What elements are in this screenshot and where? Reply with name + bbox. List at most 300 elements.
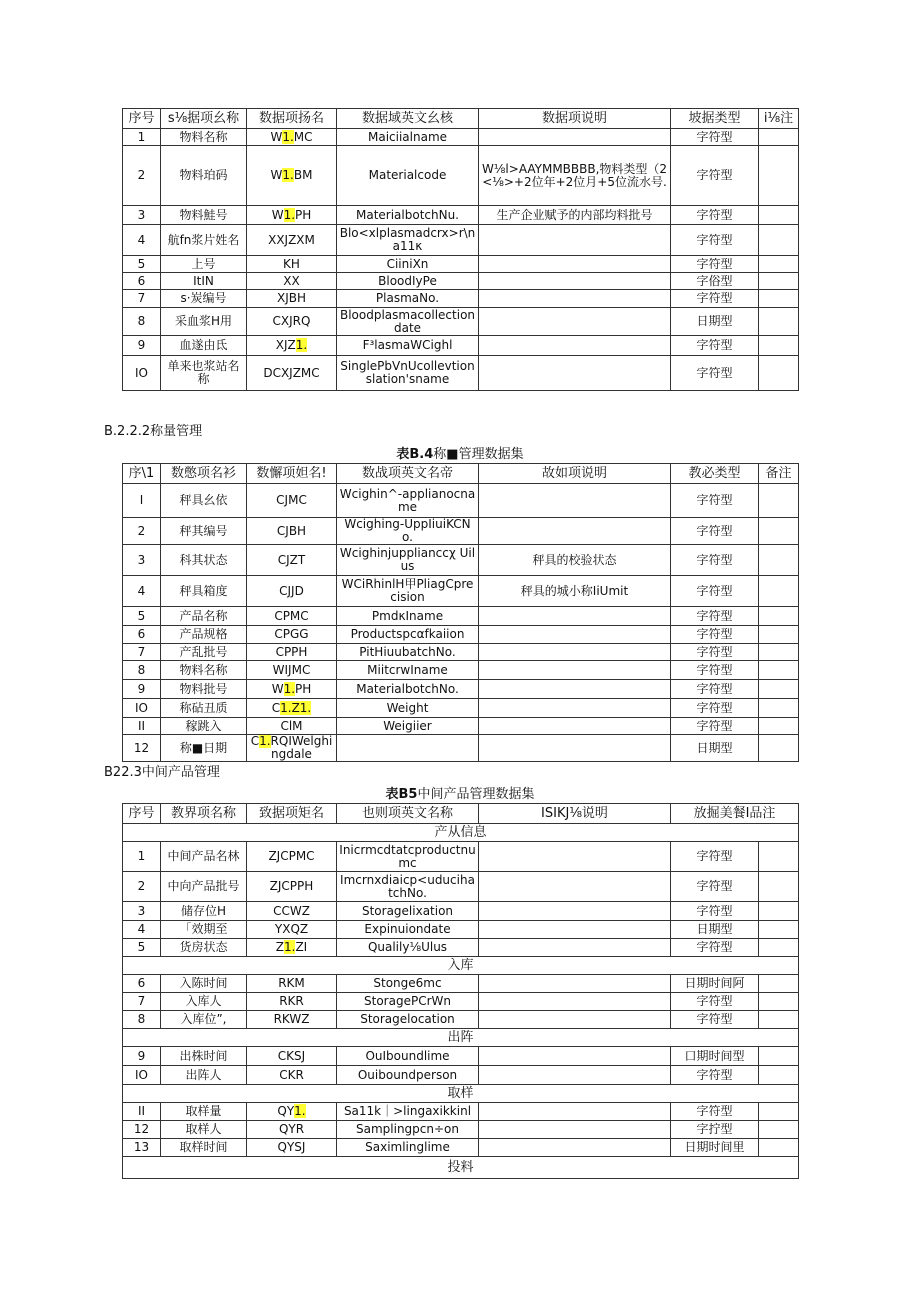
field-code-cell bbox=[247, 607, 337, 626]
field-description bbox=[479, 626, 671, 644]
field-english-name: Materialcode bbox=[337, 146, 479, 206]
remark bbox=[759, 735, 799, 762]
table-row bbox=[123, 680, 799, 699]
remark bbox=[759, 576, 799, 607]
table-row bbox=[123, 644, 799, 661]
remark bbox=[759, 518, 799, 545]
field-description bbox=[479, 518, 671, 545]
field-code-highlight: 1. bbox=[282, 168, 294, 182]
table-row bbox=[123, 129, 799, 146]
field-code-highlight: 1. bbox=[283, 207, 296, 222]
field-code-highlight: 1. bbox=[295, 338, 308, 352]
field-description bbox=[479, 129, 671, 146]
field-english-name: PmdκIname bbox=[337, 607, 479, 626]
data-type: 字符型 bbox=[671, 336, 759, 356]
field-english-name: SinglePbVnUcollevtionslation'sname bbox=[337, 356, 479, 391]
field-code-text: QYR bbox=[278, 1122, 305, 1136]
field-english-name: PitHiuubatchNo. bbox=[337, 644, 479, 661]
field-code-text: RKR bbox=[279, 994, 304, 1008]
field-english-name: Weigiier bbox=[337, 718, 479, 735]
field-name: 物料名称 bbox=[161, 129, 247, 146]
field-code-text: WIJMC bbox=[272, 662, 311, 677]
remark bbox=[759, 939, 799, 957]
table-header-row bbox=[123, 804, 799, 824]
group-row bbox=[123, 1085, 799, 1103]
field-code-cell bbox=[247, 545, 337, 576]
table-row bbox=[123, 975, 799, 993]
row-number: 2 bbox=[123, 146, 161, 206]
field-code-cell bbox=[247, 993, 337, 1011]
remark bbox=[759, 975, 799, 993]
data-type: 字符型 bbox=[671, 518, 759, 545]
field-name: 单来也浆站名称 bbox=[161, 356, 247, 391]
field-code-text: XJBH bbox=[276, 291, 306, 305]
table-row bbox=[123, 576, 799, 607]
field-name: 取样量 bbox=[161, 1103, 247, 1121]
remark bbox=[759, 842, 799, 872]
data-type: 字符型 bbox=[671, 993, 759, 1011]
field-name: 「效期至 bbox=[161, 921, 247, 939]
field-code-text: QY bbox=[277, 1104, 295, 1118]
field-code-text: PH bbox=[295, 207, 312, 222]
field-description: W⅛l>AAYMMBBBB,物料类型（2<⅛>+2位年+2位月+5位流水号. bbox=[479, 146, 671, 206]
field-code-cell bbox=[247, 576, 337, 607]
remark bbox=[759, 1103, 799, 1121]
remark bbox=[759, 644, 799, 661]
field-code-text: CJJD bbox=[279, 583, 304, 598]
field-description bbox=[479, 921, 671, 939]
remark bbox=[759, 626, 799, 644]
field-english-name: Inicrmcdtatcproductnumc bbox=[337, 842, 479, 872]
column-header: 数懈项妲名! bbox=[247, 464, 337, 484]
table-row bbox=[123, 545, 799, 576]
field-code-text: W bbox=[270, 129, 283, 144]
field-code-cell bbox=[247, 626, 337, 644]
column-header: s⅛据项幺称 bbox=[161, 109, 247, 129]
table-row bbox=[123, 718, 799, 735]
table-row bbox=[123, 1103, 799, 1121]
remark bbox=[759, 1011, 799, 1029]
field-description bbox=[479, 1139, 671, 1157]
remark bbox=[759, 921, 799, 939]
remark bbox=[759, 308, 799, 336]
field-code-text: ZJCPPH bbox=[269, 879, 314, 893]
remark bbox=[759, 607, 799, 626]
field-code-text: PH bbox=[295, 681, 312, 696]
data-type: 日期型 bbox=[671, 308, 759, 336]
field-english-name: Storagelocation bbox=[337, 1011, 479, 1029]
remark bbox=[759, 290, 799, 308]
field-description bbox=[479, 356, 671, 391]
field-description bbox=[479, 290, 671, 308]
row-number: 13 bbox=[123, 1139, 161, 1157]
table-row bbox=[123, 206, 799, 225]
row-number: I bbox=[123, 484, 161, 518]
table-row bbox=[123, 993, 799, 1011]
field-code-cell bbox=[247, 1121, 337, 1139]
field-name: 物料名称 bbox=[161, 661, 247, 680]
field-code-cell bbox=[247, 273, 337, 290]
column-header: 备注 bbox=[759, 464, 799, 484]
field-code-text: C bbox=[250, 734, 260, 748]
table-row bbox=[123, 921, 799, 939]
row-number: 6 bbox=[123, 975, 161, 993]
data-type: 字符型 bbox=[671, 225, 759, 256]
field-code-cell bbox=[247, 308, 337, 336]
table-number: 表B5 bbox=[385, 787, 418, 802]
remark bbox=[759, 206, 799, 225]
field-description bbox=[479, 1103, 671, 1121]
section-heading-weighing: B.2.2.2称量管理 bbox=[104, 424, 203, 439]
field-code-cell bbox=[247, 1066, 337, 1085]
field-name: 秤其编号 bbox=[161, 518, 247, 545]
data-type: 字符型 bbox=[671, 576, 759, 607]
remark bbox=[759, 872, 799, 902]
field-english-name: MiitcrwIname bbox=[337, 661, 479, 680]
data-type: 字符型 bbox=[671, 680, 759, 699]
row-number: 7 bbox=[123, 644, 161, 661]
field-description bbox=[479, 1047, 671, 1066]
table-row bbox=[123, 273, 799, 290]
table-row bbox=[123, 225, 799, 256]
table-title: 中间产品管理数据集 bbox=[417, 787, 535, 802]
field-code-cell bbox=[247, 146, 337, 206]
table-row bbox=[123, 1011, 799, 1029]
column-header: 数战项英文名帝 bbox=[337, 464, 479, 484]
table-row bbox=[123, 484, 799, 518]
table-row bbox=[123, 1066, 799, 1085]
row-number: 7 bbox=[123, 290, 161, 308]
table-row bbox=[123, 872, 799, 902]
data-type: 字符型 bbox=[671, 902, 759, 921]
field-name: 秤具幺依 bbox=[161, 484, 247, 518]
field-code-text: DCXJZMC bbox=[263, 365, 320, 380]
field-code-cell bbox=[247, 129, 337, 146]
field-english-name: Productspcαfkaiion bbox=[337, 626, 479, 644]
field-code-text: W bbox=[270, 168, 283, 182]
column-header: 序号 bbox=[123, 804, 161, 824]
field-description bbox=[479, 308, 671, 336]
field-code-text: YXQZ bbox=[274, 922, 309, 936]
field-english-name: CiiniXn bbox=[337, 256, 479, 273]
field-english-name: Samplingpcn÷on bbox=[337, 1121, 479, 1139]
field-code-cell bbox=[247, 902, 337, 921]
field-name: 物料珀码 bbox=[161, 146, 247, 206]
field-name: 中间产品名林 bbox=[161, 842, 247, 872]
remark bbox=[759, 699, 799, 718]
field-code-text: MC bbox=[293, 129, 313, 144]
field-name: 产乱批号 bbox=[161, 644, 247, 661]
row-number: 8 bbox=[123, 308, 161, 336]
field-code-cell bbox=[247, 939, 337, 957]
data-type: 字符型 bbox=[671, 661, 759, 680]
field-code-cell bbox=[247, 661, 337, 680]
column-header: ISIKJ⅛说明 bbox=[479, 804, 671, 824]
data-table-3 bbox=[122, 803, 799, 1179]
field-code-text: CKSJ bbox=[277, 1048, 306, 1063]
field-code-cell bbox=[247, 735, 337, 762]
field-name: 物料批号 bbox=[161, 680, 247, 699]
field-code-text: KH bbox=[283, 256, 300, 271]
field-code-cell bbox=[247, 644, 337, 661]
data-type: 字符型 bbox=[671, 484, 759, 518]
data-table-2 bbox=[122, 463, 799, 762]
field-name: 入库位”, bbox=[161, 1011, 247, 1029]
data-type: 字符型 bbox=[671, 644, 759, 661]
field-english-name: Saximlinglime bbox=[337, 1139, 479, 1157]
data-type: 口期时间型 bbox=[671, 1047, 759, 1066]
field-name: 入陈时间 bbox=[161, 975, 247, 993]
field-english-name: MaterialbotchNo. bbox=[337, 680, 479, 699]
data-type: 字符型 bbox=[671, 290, 759, 308]
table-row bbox=[123, 842, 799, 872]
field-code-text: CKR bbox=[279, 1067, 304, 1082]
table-row bbox=[123, 518, 799, 545]
field-name: 称砧丑质 bbox=[161, 699, 247, 718]
row-number: 3 bbox=[123, 545, 161, 576]
data-type: 字符型 bbox=[671, 626, 759, 644]
field-code-cell bbox=[247, 518, 337, 545]
field-description bbox=[479, 718, 671, 735]
field-code-cell bbox=[247, 718, 337, 735]
field-description bbox=[479, 256, 671, 273]
field-code-text: RQIWelghingdale bbox=[270, 734, 333, 761]
field-code-text: CPMC bbox=[274, 608, 309, 623]
remark bbox=[759, 902, 799, 921]
field-description bbox=[479, 939, 671, 957]
field-code-highlight: 1. bbox=[294, 1104, 306, 1118]
field-code-text: CJZT bbox=[277, 552, 306, 567]
remark bbox=[759, 661, 799, 680]
group-row bbox=[123, 824, 799, 842]
field-description: 秤具的校验状态 bbox=[479, 545, 671, 576]
data-type: 字符型 bbox=[671, 356, 759, 391]
data-table-1 bbox=[122, 108, 799, 391]
field-name: 产品规格 bbox=[161, 626, 247, 644]
field-code-text: W bbox=[271, 207, 284, 222]
field-english-name: PlasmaNo. bbox=[337, 290, 479, 308]
field-name: 取样时间 bbox=[161, 1139, 247, 1157]
remark bbox=[759, 993, 799, 1011]
field-english-name: BloodIyPe bbox=[337, 273, 479, 290]
field-name: 入库人 bbox=[161, 993, 247, 1011]
field-name: 航fn浆片姓名 bbox=[161, 225, 247, 256]
field-name: 出株时间 bbox=[161, 1047, 247, 1066]
data-type: 字符型 bbox=[671, 1103, 759, 1121]
field-name: ItIN bbox=[161, 273, 247, 290]
data-type: 字符型 bbox=[671, 129, 759, 146]
field-code-cell bbox=[247, 842, 337, 872]
data-type: 字符型 bbox=[671, 1011, 759, 1029]
field-code-text: QYSJ bbox=[277, 1140, 306, 1154]
field-english-name: Maiciialname bbox=[337, 129, 479, 146]
data-type: 日期时间阿 bbox=[671, 975, 759, 993]
remark bbox=[759, 1121, 799, 1139]
table-row bbox=[123, 699, 799, 718]
field-code-text: Z bbox=[275, 940, 284, 954]
column-header: 数据项说明 bbox=[479, 109, 671, 129]
field-name: s·炭编号 bbox=[161, 290, 247, 308]
field-code-cell bbox=[247, 484, 337, 518]
row-number: 5 bbox=[123, 607, 161, 626]
data-type: 字符型 bbox=[671, 939, 759, 957]
field-name: 物料鮭号 bbox=[161, 206, 247, 225]
field-name: 上号 bbox=[161, 256, 247, 273]
field-code-highlight: 1. bbox=[282, 129, 294, 144]
field-description bbox=[479, 680, 671, 699]
column-header: 教必类型 bbox=[671, 464, 759, 484]
field-english-name: OuIboundlime bbox=[337, 1047, 479, 1066]
remark bbox=[759, 336, 799, 356]
field-description bbox=[479, 1121, 671, 1139]
data-type: 字拧型 bbox=[671, 1121, 759, 1139]
remark bbox=[759, 545, 799, 576]
column-header: 坡据类型 bbox=[671, 109, 759, 129]
group-title: 入库 bbox=[123, 957, 799, 975]
field-name: 出阵人 bbox=[161, 1066, 247, 1085]
data-type: 日期时间里 bbox=[671, 1139, 759, 1157]
field-code-text: CPGG bbox=[274, 627, 309, 641]
table-row bbox=[123, 735, 799, 762]
table-number: 表B.4 bbox=[396, 447, 434, 462]
data-type: 字符型 bbox=[671, 146, 759, 206]
data-type: 字符型 bbox=[671, 699, 759, 718]
row-number: 1 bbox=[123, 129, 161, 146]
field-code-cell bbox=[247, 699, 337, 718]
field-code-cell bbox=[247, 336, 337, 356]
group-title: 取样 bbox=[123, 1085, 799, 1103]
field-description bbox=[479, 1011, 671, 1029]
field-code-cell bbox=[247, 1047, 337, 1066]
field-english-name: Expinuiondate bbox=[337, 921, 479, 939]
field-code-text: CXJRQ bbox=[272, 314, 311, 328]
table-caption-intermediate bbox=[0, 783, 920, 802]
column-header: 放掘美餐I品注 bbox=[671, 804, 799, 824]
row-number: 3 bbox=[123, 902, 161, 921]
column-header: 也则项英文名称 bbox=[337, 804, 479, 824]
field-english-name: Wcighing-UppIiuiKCNo. bbox=[337, 518, 479, 545]
data-type: 日期型 bbox=[671, 921, 759, 939]
field-description bbox=[479, 644, 671, 661]
field-code-cell bbox=[247, 1103, 337, 1121]
field-english-name: F³lasmaWCighl bbox=[337, 336, 479, 356]
row-number: 4 bbox=[123, 576, 161, 607]
field-code-text: C bbox=[271, 700, 281, 715]
table-row bbox=[123, 1139, 799, 1157]
remark bbox=[759, 146, 799, 206]
field-code-text: CPPH bbox=[275, 644, 308, 659]
row-number: 5 bbox=[123, 939, 161, 957]
field-description bbox=[479, 842, 671, 872]
field-code-text: W bbox=[271, 681, 284, 696]
field-english-name: Sa11k｜>lingaxikkinl bbox=[337, 1103, 479, 1121]
field-description bbox=[479, 1066, 671, 1085]
field-english-name: Stonge6mc bbox=[337, 975, 479, 993]
field-code-text: CCWZ bbox=[273, 903, 310, 918]
field-description bbox=[479, 273, 671, 290]
field-name: 血遂由氐 bbox=[161, 336, 247, 356]
field-name: 储存位H bbox=[161, 902, 247, 921]
data-type: 字符型 bbox=[671, 206, 759, 225]
field-code-text: XXJZXM bbox=[268, 232, 315, 247]
remark bbox=[759, 1047, 799, 1066]
column-header: 故如项说明 bbox=[479, 464, 671, 484]
data-type: 字符型 bbox=[671, 718, 759, 735]
field-code-highlight: 1.Z1. bbox=[280, 700, 312, 715]
field-description bbox=[479, 699, 671, 718]
remark bbox=[759, 356, 799, 391]
row-number: 2 bbox=[123, 872, 161, 902]
field-description bbox=[479, 735, 671, 762]
row-number: 9 bbox=[123, 1047, 161, 1066]
table-row bbox=[123, 661, 799, 680]
row-number: 12 bbox=[123, 1121, 161, 1139]
column-header: 序\1 bbox=[123, 464, 161, 484]
remark bbox=[759, 680, 799, 699]
table-row bbox=[123, 256, 799, 273]
remark bbox=[759, 225, 799, 256]
field-code-cell bbox=[247, 975, 337, 993]
field-description bbox=[479, 975, 671, 993]
row-number: II bbox=[123, 1103, 161, 1121]
field-description bbox=[479, 902, 671, 921]
row-number: 12 bbox=[123, 735, 161, 762]
field-code-cell bbox=[247, 680, 337, 699]
field-description bbox=[479, 225, 671, 256]
table-title: 称■管理数据集 bbox=[433, 447, 524, 462]
column-header: 数憋项名衫 bbox=[161, 464, 247, 484]
field-code-text: XJZ bbox=[275, 338, 296, 352]
field-description bbox=[479, 872, 671, 902]
table-row bbox=[123, 1047, 799, 1066]
remark bbox=[759, 718, 799, 735]
field-description: 生产企业赋予的内部均料批号 bbox=[479, 206, 671, 225]
row-number: 8 bbox=[123, 1011, 161, 1029]
column-header: 教界项名称 bbox=[161, 804, 247, 824]
field-english-name: StoragePCrWn bbox=[337, 993, 479, 1011]
field-code-text: CJMC bbox=[276, 493, 307, 507]
row-number: 4 bbox=[123, 225, 161, 256]
field-code-cell bbox=[247, 290, 337, 308]
row-number: 5 bbox=[123, 256, 161, 273]
group-row bbox=[123, 957, 799, 975]
row-number: 6 bbox=[123, 273, 161, 290]
field-code-highlight: 1. bbox=[259, 734, 271, 748]
table-row bbox=[123, 356, 799, 391]
field-name: 取样人 bbox=[161, 1121, 247, 1139]
table-row bbox=[123, 336, 799, 356]
remark bbox=[759, 484, 799, 518]
field-english-name: Imcrnxdiaicp<uducihatchNo. bbox=[337, 872, 479, 902]
field-description bbox=[479, 336, 671, 356]
field-english-name: Storagelixation bbox=[337, 902, 479, 921]
field-code-text: ZI bbox=[295, 940, 308, 954]
table-row bbox=[123, 607, 799, 626]
row-number: IO bbox=[123, 699, 161, 718]
column-header: i⅛注 bbox=[759, 109, 799, 129]
remark bbox=[759, 256, 799, 273]
group-title: 投料 bbox=[123, 1157, 799, 1179]
field-code-cell bbox=[247, 206, 337, 225]
data-type: 字符型 bbox=[671, 872, 759, 902]
field-english-name: Blo<xlplasmadcrx>r\na11κ bbox=[337, 225, 479, 256]
field-english-name: Weight bbox=[337, 699, 479, 718]
field-code-text: ClM bbox=[280, 718, 303, 733]
data-type: 字符型 bbox=[671, 256, 759, 273]
field-name: 稼跳入 bbox=[161, 718, 247, 735]
remark bbox=[759, 1066, 799, 1085]
field-name: 产品名称 bbox=[161, 607, 247, 626]
